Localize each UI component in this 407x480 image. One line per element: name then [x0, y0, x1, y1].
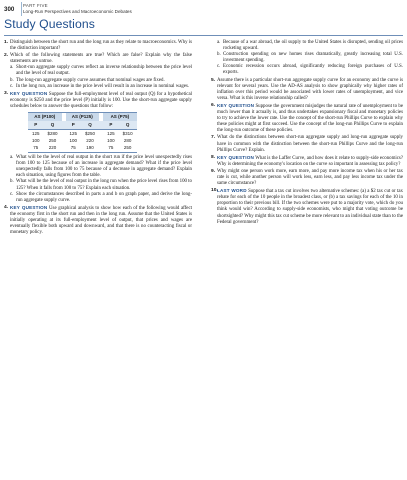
question-number: 3. [4, 90, 9, 96]
title-divider [4, 35, 403, 36]
question-text: Why might one person work more, earn more, and pay more income tax when his or her tax rate is cut, while another person will work less, earn less, and pay less income tax under the same circumstance? [217, 168, 403, 187]
question-text: Use graphical analysis to show how each of the following would affect the economy first in the short run and then in the long run. Assume that the United States is initially operating at its full-employment level of output, that prices and wages are eventually flexible both upward and downward, and that there is no counteracting fiscal or monetary policy. [10, 205, 192, 236]
subquestion-c: c. Show the circumstances described in parts a and b on graph paper, and derive the long-run aggregate supply curve. [10, 191, 192, 203]
key-question-tag: KEY QUESTION [217, 154, 255, 160]
table-group-header: AS (P125) [66, 113, 100, 122]
table-col-header: P [66, 121, 82, 130]
subquestion-a: a. Because of a war abroad, the oil supply to the United States is disrupted, sending oil prices rocketing upward. [217, 40, 403, 52]
subquestion-a: a. Short-run aggregate supply curves reflect an inverse relationship between the price level and the level of real output. [10, 65, 192, 77]
question-number: 9. [211, 168, 216, 174]
question-5 [211, 78, 403, 102]
question-number: 6. [211, 102, 216, 108]
part-label: PART FIVE [23, 3, 48, 8]
subquestion-a: a. What will be the level of real output in the short run if the price level unexpectedly rises from 100 to 125 because of an increase in aggregate demand? What if the price level unexpectedly falls from 100 to 75 because of a decrease in aggregate demand? Explain each situation, using figures from the table. [10, 155, 192, 179]
question-text: Suppose the government misjudges the natural rate of unemployment to be much lower than it actually is, and thus undertakes expansionary fiscal and monetary policies to try to achieve the lower rate. Use the concept of the short-run Phillips Curve to explain why these policies might at first succeed. Use the concept of the long-run Phillips Curve to explain the long-run outcome of these policies. [217, 103, 403, 134]
question-1 [4, 40, 192, 52]
table-row: 100 250 100 220 100 280 [32, 138, 132, 144]
key-question-tag: KEY QUESTION [10, 204, 48, 210]
question-2 [4, 53, 192, 90]
question-text: Distinguish between the short run and the long run as they relate to macroeconomics. Why is the distinction important? [10, 40, 192, 52]
subquestion-c: c. Economic recession occurs abroad, significantly reducing foreign purchases of U.S. exports. [217, 64, 403, 76]
table-col-header: Q [44, 121, 62, 130]
question-number: 7. [211, 135, 216, 141]
question-8 [211, 155, 403, 168]
key-question-tag: KEY QUESTION [10, 90, 48, 96]
question-number: 2. [4, 53, 9, 59]
question-number: 10. [211, 188, 218, 194]
right-column [211, 40, 403, 227]
subquestion-b: b. The long-run aggregate supply curve assumes that nominal wages are fixed. [10, 77, 165, 83]
question-9 [211, 169, 403, 187]
subquestion-c: c. In the long run, an increase in the price level will result in an increase in nominal wages. [10, 83, 190, 89]
key-question-tag: KEY QUESTION [217, 102, 255, 108]
question-number: 8. [211, 154, 216, 160]
question-4 [4, 205, 192, 236]
question-number: 4. [4, 204, 9, 210]
page-number: 300 [4, 6, 15, 13]
question-6 [211, 103, 403, 134]
part-title: Long-Run Perspectives and Macroeconomic Debates [23, 9, 132, 14]
left-column [4, 40, 192, 237]
table-group-header: AS (P100) [28, 113, 62, 122]
table-row: 125 $280 125 $250 125 $310 [32, 130, 133, 136]
table-row: 75 220 75 190 75 250 [28, 145, 137, 153]
table-col-header: Q [81, 121, 99, 130]
question-number: 1. [4, 40, 9, 45]
subquestion-b: b. Construction spending on new homes rises dramatically, greatly increasing total U.S. investment spending. [217, 52, 403, 64]
table-col-header: P [103, 121, 119, 130]
aggregate-supply-table [28, 112, 137, 153]
question-text: What is the Laffer Curve, and how does it relate to supply-side economics? Why is determining the economy's location on the curve so important in assessing tax policy? [217, 155, 404, 167]
question-7 [211, 135, 403, 153]
question-number: 5. [211, 77, 216, 83]
table-col-header: Q [119, 121, 137, 130]
question-text: Which of the following statements are true? Which are false? Explain why the false statements are untrue. [10, 53, 192, 65]
last-word-tag: LAST WORD [217, 188, 247, 194]
question-text: What do the distinctions between short-run aggregate supply and long-run aggregate supply have in common with the distinction between the short-run Phillips Curve and the long-run Phillips Curve? Explain. [217, 135, 403, 153]
subquestion-b: b. What will be the level of real output in the long run when the price level rises from 100 to 125? When it falls from 100 to 75? Explain each situation. [10, 179, 192, 191]
question-text: Suppose that a tax cut involves two alternative schemes: (a) a $2 tax cut or tax rebate for each of the 10 people in the broadest class, or (b) a tax savings for each of the 10 in proportion to their previous bill. If the two schemes were put to a majority vote, which do you think would win? According to supply-side economists, who might that voting outcome be shortsighted? Why might this tax cut scheme be more relevant to an individual state than to the Federal government? [217, 189, 403, 225]
question-10 [211, 188, 403, 226]
question-4-continued [211, 40, 403, 77]
table-col-header: P [28, 121, 44, 130]
table-group-header: AS (P75) [103, 113, 137, 122]
section-title: Study Questions [4, 17, 95, 31]
question-text: Assume there is a particular short-run aggregate supply curve for an economy and the curve is relevant for several years. Use the AD-AS analysis to show graphically why higher rates of inflation over this period would be associated with lower rates of unemployment, and vice versa. What is this inverse relationship called? [217, 77, 403, 101]
question-3 [4, 91, 192, 204]
header-divider [21, 2, 22, 16]
question-text: Suppose the full-employment level of real output (Q) for a hypothetical economy is $250 and the price level (P) initially is 100. Use the short-run aggregate supply schedules below to answer the questions that follow: [10, 91, 192, 109]
